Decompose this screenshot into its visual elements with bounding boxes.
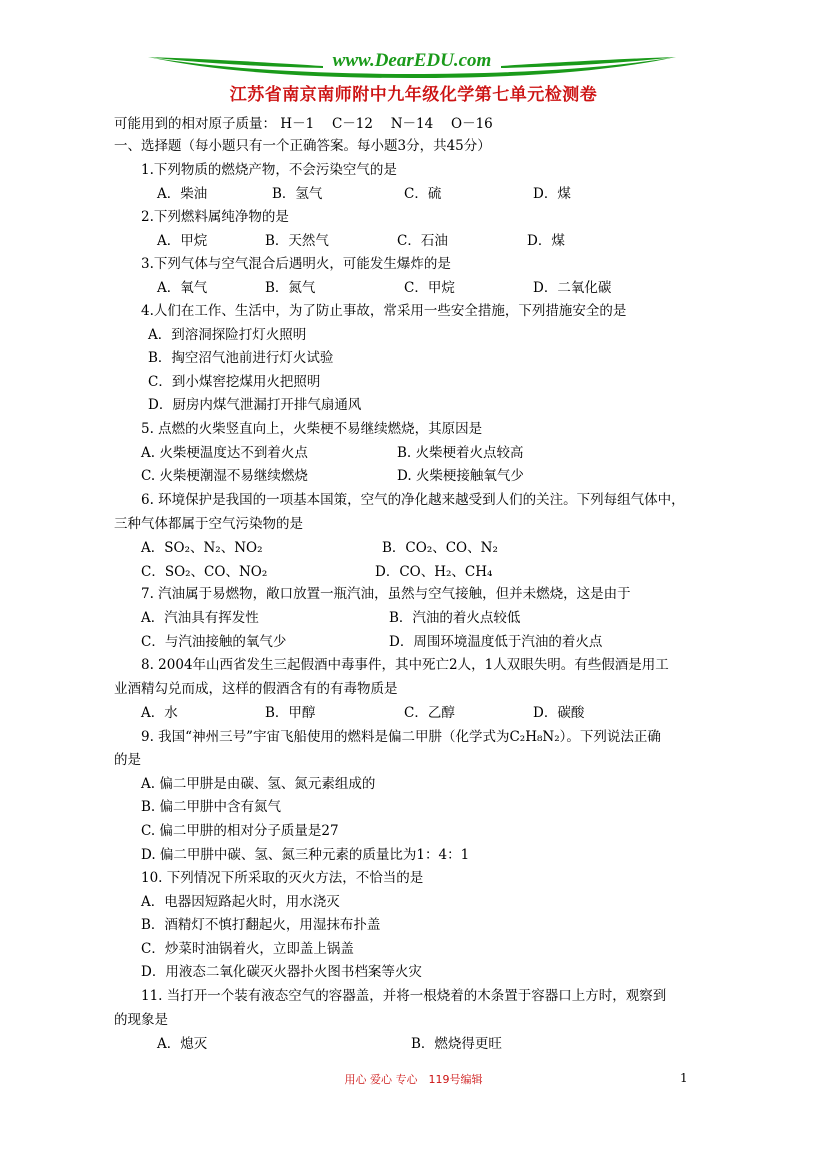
site-banner — [148, 50, 676, 80]
question-11-line-1: 11. 当打开一个装有液态空气的容器盖，并将一根烧着的木条置于容器口上方时，观察到 — [141, 988, 667, 1004]
q1-option-c: C．硫 — [404, 186, 442, 202]
q5-option-a: A. 火柴梗温度达不到着火点 — [141, 445, 308, 461]
q8-option-a: A．水 — [141, 705, 178, 721]
q7-option-d: D．周围环境温度低于汽油的着火点 — [389, 634, 603, 650]
question-5: 5. 点燃的火柴竖直向上，火柴梗不易继续燃烧，其原因是 — [141, 421, 483, 437]
q6-option-c: C．SO₂、CO、NO₂ — [141, 564, 268, 580]
q7-option-c: C．与汽油接触的氧气少 — [141, 634, 287, 650]
q4-option-a: A．到溶洞探险打灯火照明 — [148, 327, 307, 343]
q9-option-b: B. 偏二甲肼中含有氮气 — [141, 799, 282, 815]
q10-option-d: D．用液态二氧化碳灭火器扑火图书档案等火灾 — [141, 964, 422, 980]
q2-option-c: C．石油 — [397, 233, 448, 249]
q4-option-b: B．掏空沼气池前进行灯火试验 — [148, 350, 334, 366]
question-3: 3.下列气体与空气混合后遇明火，可能发生爆炸的是 — [141, 256, 451, 272]
q11-option-a: A．熄灭 — [157, 1036, 208, 1052]
q9-option-c: C. 偏二甲肼的相对分子质量是27 — [141, 823, 339, 839]
q3-option-c: C．甲烷 — [404, 280, 455, 296]
section-heading: 一、选择题（每小题只有一个正确答案。每小题3分，共45分） — [114, 138, 491, 154]
question-8-line-2: 业酒精勾兑而成，这样的假酒含有的有毒物质是 — [114, 681, 398, 697]
q3-option-a: A．氧气 — [157, 280, 208, 296]
q8-option-c: C．乙醇 — [404, 705, 455, 721]
question-11-line-2: 的现象是 — [114, 1012, 168, 1028]
q2-option-b: B．天然气 — [265, 233, 329, 249]
question-9-line-2: 的是 — [114, 752, 141, 768]
q4-option-d: D．厨房内煤气泄漏打开排气扇通风 — [148, 397, 362, 413]
question-1: 1.下列物质的燃烧产物，不会污染空气的是 — [141, 162, 397, 178]
question-2: 2.下列燃料属纯净物的是 — [141, 209, 289, 225]
page-number: 1 — [680, 1071, 688, 1085]
q8-option-d: D．碳酸 — [533, 705, 585, 721]
question-8-line-1: 8. 2004年山西省发生三起假酒中毒事件，其中死亡2人，1人双眼失明。有些假酒是用工 — [141, 657, 669, 673]
q5-option-c: C. 火柴梗潮湿不易继续燃烧 — [141, 468, 308, 484]
q3-option-d: D．二氧化碳 — [533, 280, 612, 296]
q5-option-d: D. 火柴梗接触氧气少 — [397, 468, 524, 484]
question-7: 7. 汽油属于易燃物，敞口放置一瓶汽油，虽然与空气接触，但并未燃烧，这是由于 — [141, 586, 631, 602]
q2-option-a: A．甲烷 — [157, 233, 208, 249]
footer-note: 用心 爱心 专心 119号编辑 — [344, 1073, 483, 1086]
q7-option-b: B．汽油的着火点较低 — [389, 610, 521, 626]
atomic-masses: 可能用到的相对原子质量： H－1 C－12 N－14 O－16 — [114, 116, 493, 132]
page-title: 江苏省南京南师附中九年级化学第七单元检测卷 — [229, 85, 598, 105]
q10-option-b: B．酒精灯不慎打翻起火，用湿抹布扑盖 — [141, 917, 381, 933]
q7-option-a: A．汽油具有挥发性 — [141, 610, 259, 626]
q5-option-b: B. 火柴梗着火点较高 — [397, 445, 524, 461]
q10-option-a: A．电器因短路起火时，用水浇灭 — [141, 894, 340, 910]
question-10: 10. 下列情况下所采取的灭火方法，不恰当的是 — [141, 870, 424, 886]
question-6-line-2: 三种气体都属于空气污染物的是 — [114, 516, 303, 532]
q1-option-b: B．氢气 — [272, 186, 323, 202]
site-url[interactable]: www.DearEDU.com — [332, 50, 492, 71]
q9-option-a: A. 偏二甲肼是由碳、氢、氮元素组成的 — [141, 776, 376, 792]
q1-option-d: D．煤 — [533, 186, 571, 202]
q6-option-d: D．CO、H₂、CH₄ — [375, 564, 493, 580]
q11-option-b: B．燃烧得更旺 — [411, 1036, 502, 1052]
q9-option-d: D. 偏二甲肼中碳、氢、氮三种元素的质量比为1：4：1 — [141, 847, 470, 863]
q2-option-d: D．煤 — [527, 233, 565, 249]
question-9-line-1: 9. 我国“神州三号”宇宙飞船使用的燃料是偏二甲肼（化学式为C₂H₈N₂）。下列说法正确 — [141, 729, 661, 745]
q10-option-c: C．炒菜时油锅着火，立即盖上锅盖 — [141, 941, 354, 957]
q6-option-b: B．CO₂、CO、N₂ — [382, 540, 498, 556]
q3-option-b: B．氮气 — [265, 280, 316, 296]
question-6-line-1: 6. 环境保护是我国的一项基本国策，空气的净化越来越受到人们的关注。下列每组气体中， — [141, 492, 685, 508]
q4-option-c: C．到小煤窖挖煤用火把照明 — [148, 374, 321, 390]
q8-option-b: B．甲醇 — [265, 705, 316, 721]
question-4: 4.人们在工作、生活中，为了防止事故，常采用一些安全措施，下列措施安全的是 — [141, 303, 627, 319]
q1-option-a: A．柴油 — [157, 186, 208, 202]
q6-option-a: A．SO₂、N₂、NO₂ — [141, 540, 263, 556]
